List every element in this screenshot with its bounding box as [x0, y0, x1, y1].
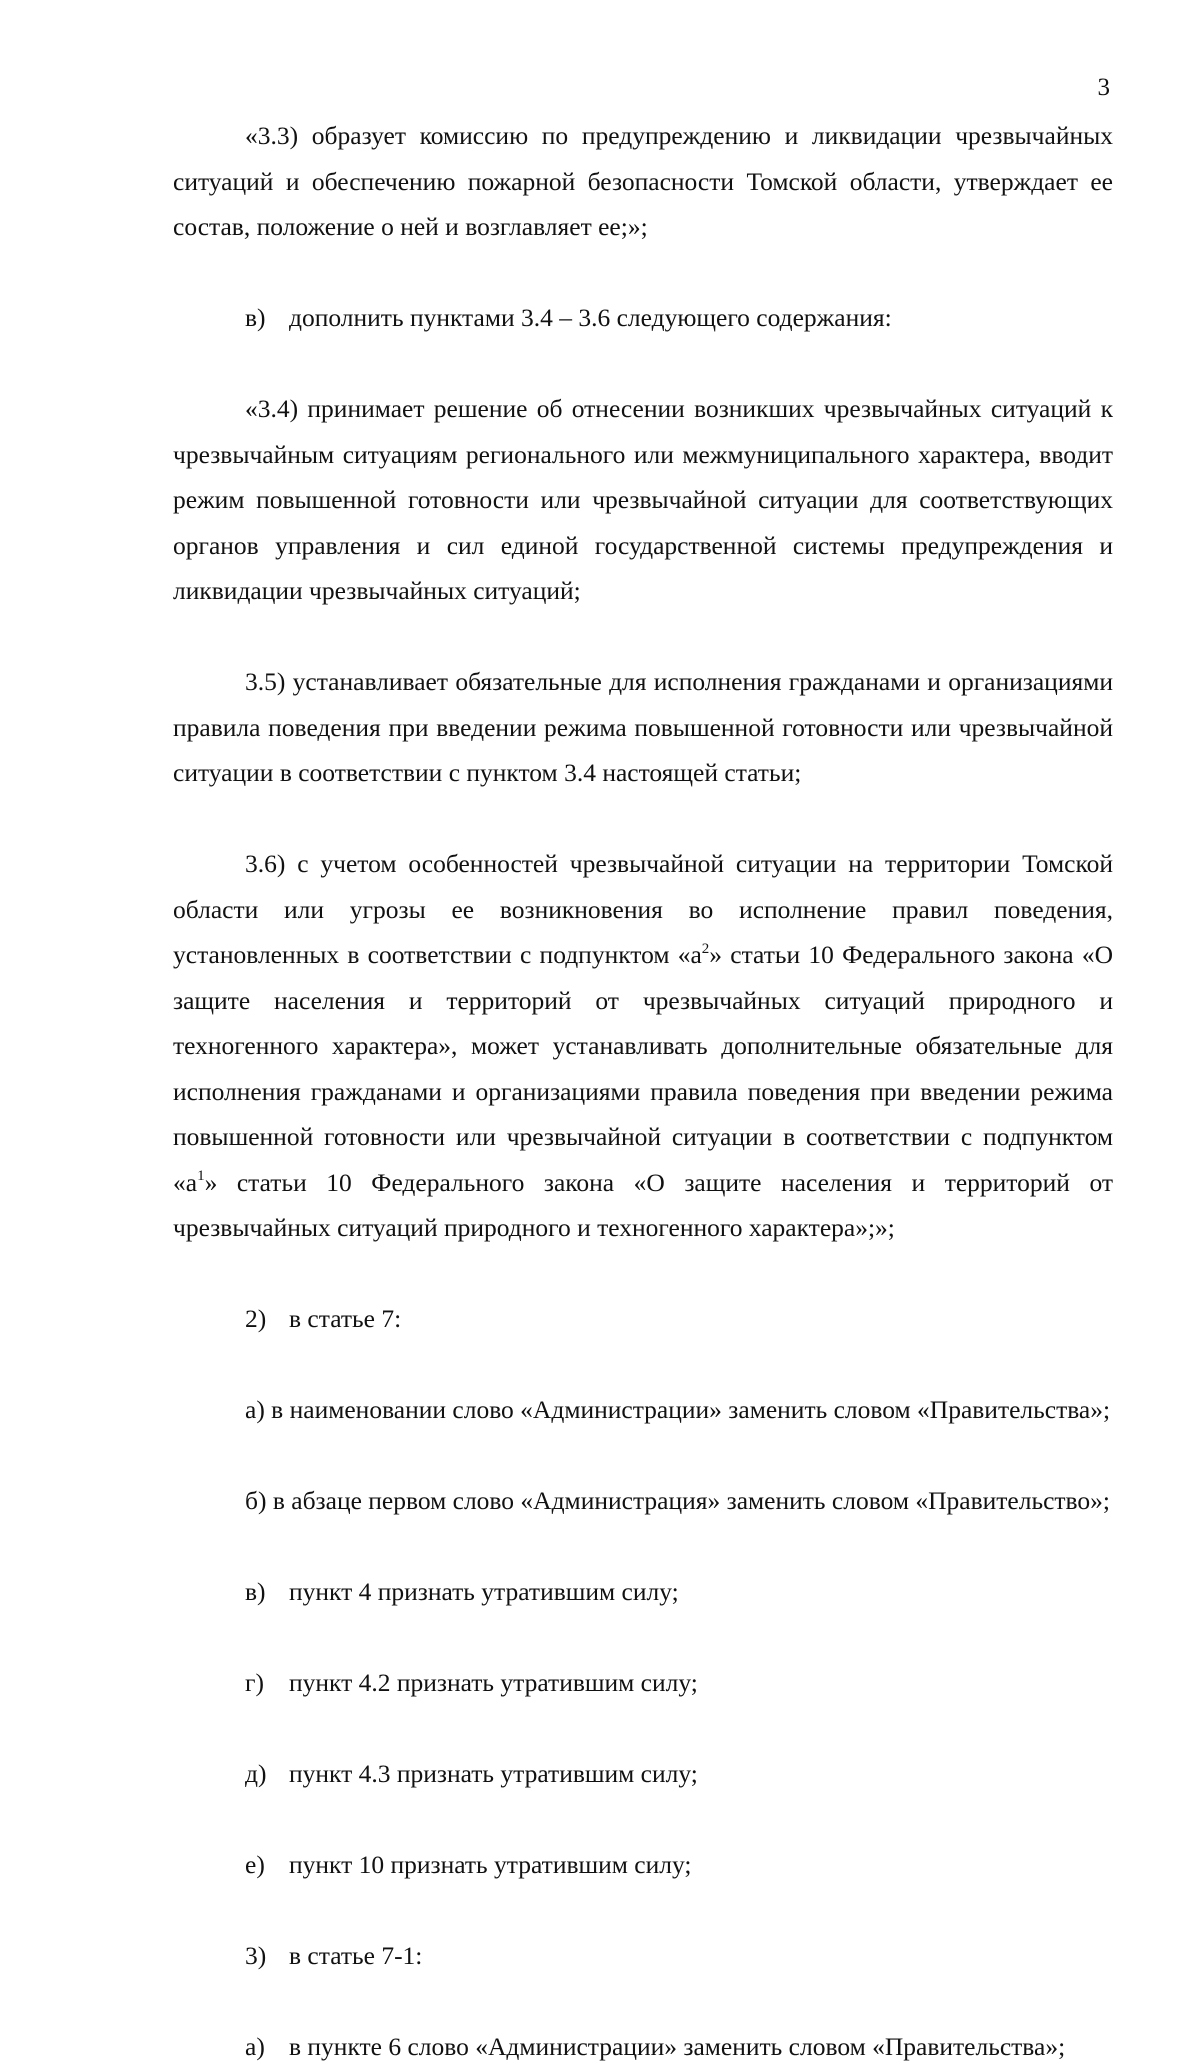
list-item-e-point-10 [173, 1842, 1113, 1888]
list-marker: а) [245, 2032, 265, 2061]
list-text: в статье 7: [289, 1304, 402, 1333]
list-marker: д) [245, 1759, 267, 1788]
list-text: пункт 4.2 признать утратившим силу; [289, 1668, 698, 1697]
list-text: пункт 4.3 признать утратившим силу; [289, 1759, 698, 1788]
paragraph-3-6-part2: » статьи 10 Федерального закона «О защите населения и территорий от чрезвычайных ситуаций природного и техногенного характера», может устанавливать дополнительные обязательные для исполнения гражданами и организациями правила поведения при введении режима повышенной готовности или чрезвычайной ситуации в соответствии с подпунктом «а [173, 940, 1113, 1197]
list-item-d-point-4-3 [173, 1751, 1113, 1797]
page-number: 3 [1097, 74, 1110, 101]
list-marker: г) [245, 1668, 264, 1697]
list-item-g-point-4-2 [173, 1660, 1113, 1706]
superscript-2: 2 [701, 940, 710, 957]
paragraph-3-5: 3.5) устанавливает обязательные для исполнения гражданами и организациями правила поведения при введении режима повышенной готовности или чрезвычайной ситуации в соответствии с пунктом 3.4 настоящей статьи; [173, 667, 1113, 787]
paragraph-3-6 [173, 841, 1113, 1251]
paragraph-3-3: «3.3) образует комиссию по предупреждению и ликвидации чрезвычайных ситуаций и обеспечению пожарной безопасности Томской области, утверждает ее состав, положение о ней и возглавляет ее;»; [173, 121, 1113, 241]
superscript-1: 1 [197, 1168, 205, 1184]
paragraph-a-title: а) в наименовании слово «Администрации» заменить словом «Правительства»; [245, 1395, 1111, 1424]
list-item-v-add-points [173, 295, 1113, 341]
list-text: пункт 10 признать утратившим силу; [289, 1850, 692, 1879]
list-marker: е) [245, 1850, 265, 1879]
list-marker: в) [245, 1577, 266, 1606]
list-item-3-article-7-1 [173, 1933, 1113, 1979]
list-marker: 2) [245, 1304, 267, 1333]
list-text: в пункте 6 слово «Администрации» заменить словом «Правительства»; [289, 2032, 1066, 2061]
paragraph-b-first-clause: б) в абзаце первом слово «Администрация» заменить словом «Правительство»; [245, 1486, 1110, 1515]
paragraph-3-6-part1: 3.6) с учетом особенностей чрезвычайной ситуации на территории Томской области или угрозы ее возникновения во исполнение правил поведения, установленных в соответствии с подпунктом «а [173, 849, 1113, 969]
list-item-2-article-7 [173, 1296, 1113, 1342]
document-body [173, 113, 1113, 2070]
paragraph-3-6-part3: » статьи 10 Федерального закона «О защите населения и территорий от чрезвычайных ситуаций природного и техногенного характера»;»; [173, 1167, 1113, 1242]
paragraph-3-4: «3.4) принимает решение об отнесении возникших чрезвычайных ситуаций к чрезвычайным ситуациям регионального или межмуниципального характера, вводит режим повышенной готовности или чрезвычайной ситуации для соответствующих органов управления и сил единой государственной системы предупреждения и ликвидации чрезвычайных ситуаций; [173, 394, 1113, 605]
list-item-a-point-6 [173, 2024, 1113, 2070]
list-item-v-point-4 [173, 1569, 1113, 1615]
list-marker: в) [245, 303, 266, 332]
list-text: дополнить пунктами 3.4 – 3.6 следующего содержания: [289, 303, 892, 332]
list-text: в статье 7-1: [289, 1941, 423, 1970]
list-text: пункт 4 признать утратившим силу; [289, 1577, 679, 1606]
list-marker: 3) [245, 1941, 267, 1970]
